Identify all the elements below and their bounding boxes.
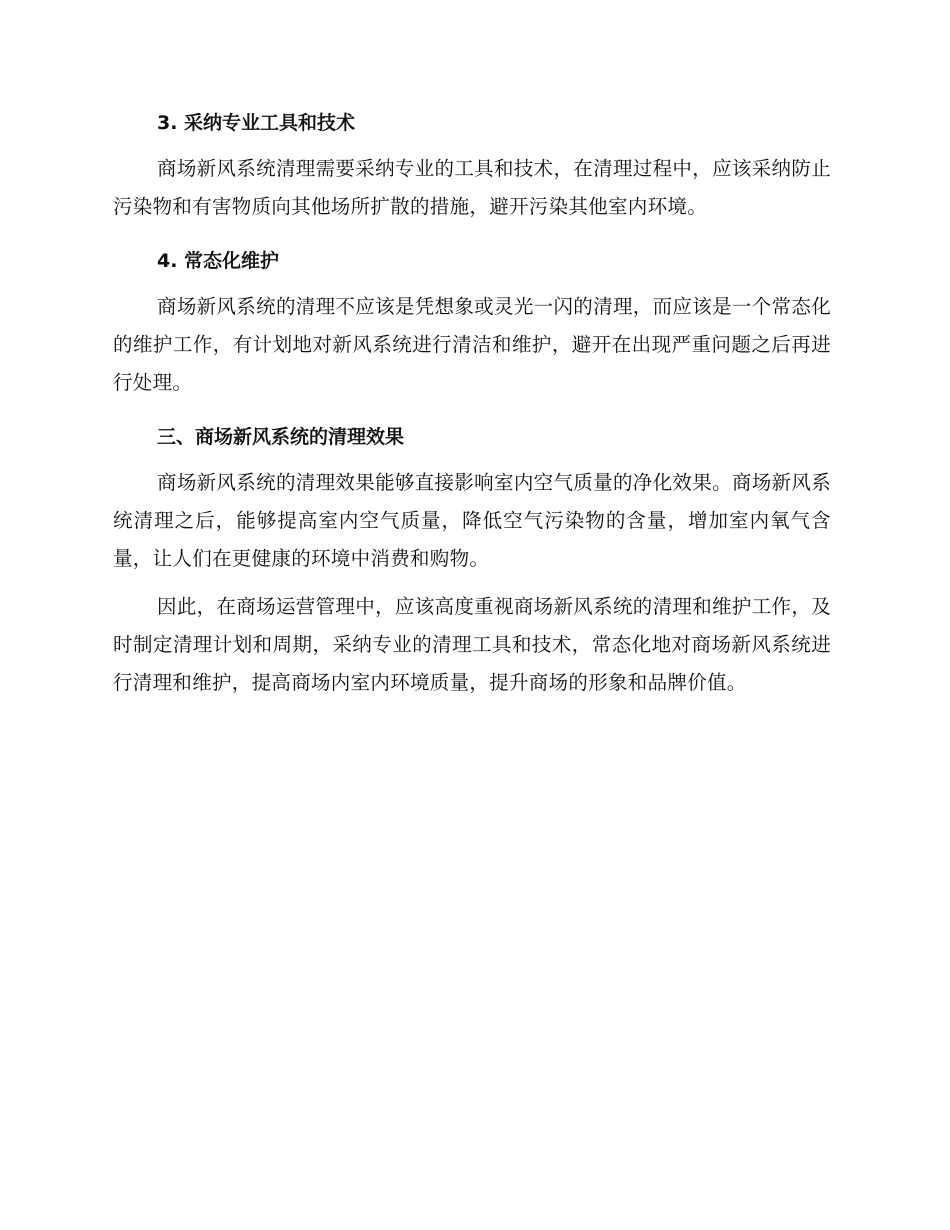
paragraph-cleaning-effect: 商场新风系统的清理效果能够直接影响室内空气质量的净化效果。商场新风系统清理之后，能够提高室内空气质量，降低空气污染物的含量，增加室内氧气含量，让人们在更健康的环境中消费和购物。	[113, 471, 831, 570]
paragraph-conclusion: 因此，在商场运营管理中，应该高度重视商场新风系统的清理和维护工作，及时制定清理计划和周期，采纳专业的清理工具和技术，常态化地对商场新风系统进行清理和维护，提高商场内室内环境质量，提升商场的形象和品牌价值。	[113, 595, 831, 694]
section-heading-cleaning-effect: 三、商场新风系统的清理效果	[157, 426, 405, 448]
section-heading-maintenance: 4. 常态化维护	[157, 250, 280, 272]
section-heading-tools: 3. 采纳专业工具和技术	[157, 112, 356, 134]
paragraph-maintenance: 商场新风系统的清理不应该是凭想象或灵光一闪的清理，而应该是一个常态化的维护工作，有计划地对新风系统进行清洁和维护，避开在出现严重问题之后再进行处理。	[113, 295, 831, 394]
paragraph-tools: 商场新风系统清理需要采纳专业的工具和技术，在清理过程中，应该采纳防止污染物和有害物质向其他场所扩散的措施，避开污染其他室内环境。	[113, 157, 831, 218]
document-page	[113, 108, 831, 702]
